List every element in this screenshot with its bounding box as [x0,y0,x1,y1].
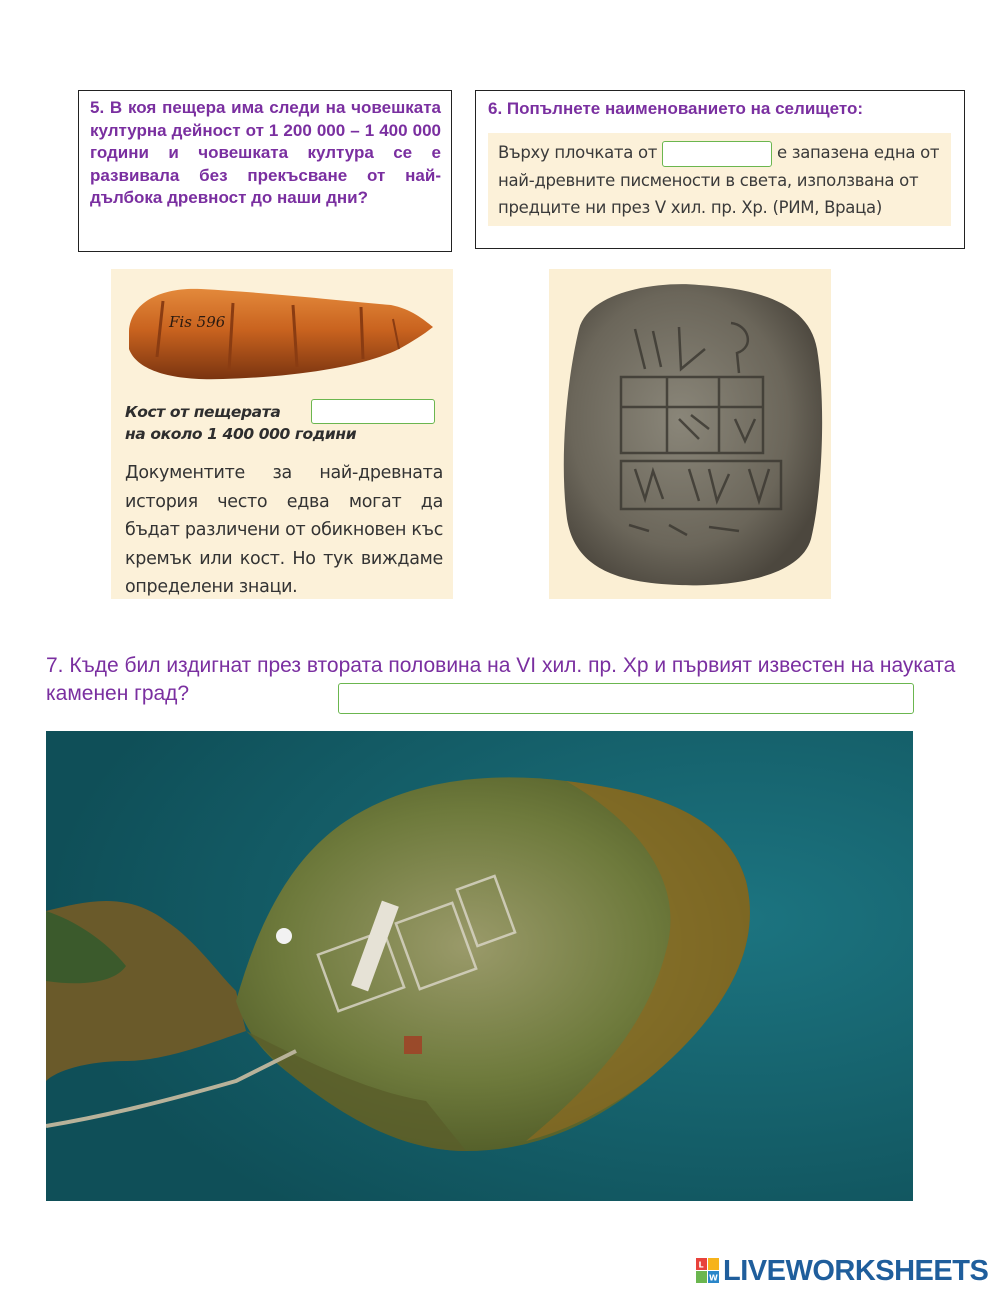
question-5-text: 5. В коя пещера има следи на човешката културна дейност от 1 200 000 – 1 400 000 години и човешката култура се е развивала без прекъсване от най-дълбока древност до наши дни? [90,98,441,208]
clay-tablet-image [549,269,831,599]
question-6-title: 6. Попълнете наименованието на селището: [488,99,863,118]
question-7-text: 7. Къде бил издигнат през втората половина на VI хил. пр. Хр и първият известен на науката каменен град? [46,654,956,705]
excerpt-text-before: Върху плочката от [498,143,662,162]
bone-caption-line2: на около 1 400 000 години [125,425,357,443]
cave-answer-field[interactable] [311,399,435,424]
bone-artifact-image [123,279,435,395]
settlement-answer-field[interactable] [662,141,772,167]
aerial-island-photo [46,731,913,1201]
question-6-excerpt [488,133,951,226]
liveworksheets-logo [696,1254,988,1288]
question-5-box [78,90,452,252]
tablet-image-card [549,269,831,599]
stone-city-answer-field[interactable] [338,683,914,714]
bone-description: Документите за най-древната история често едва могат да бъдат различени от обикновен къс кремък или кост. Но тук виждаме определени знаци. [125,463,444,597]
logo-letter-w: W [709,1273,718,1283]
question-6-excerpt-text [498,139,948,222]
bone-caption-line1: Кост от пещерата [125,403,281,421]
bone-artifact-card [111,269,453,599]
excerpt-text-after: е запазена една от най-древните писмености в света, използвана от предците ни през V хил. пр. Хр. (РИМ, Враца) [498,143,940,217]
liveworksheets-wordmark: LIVEWORKSHEETS [723,1254,989,1287]
logo-letter-l: L [698,1260,704,1270]
question-6-box [475,90,965,249]
liveworksheets-cube-icon [696,1258,720,1284]
bone-marking: Fis 596 [169,313,226,331]
